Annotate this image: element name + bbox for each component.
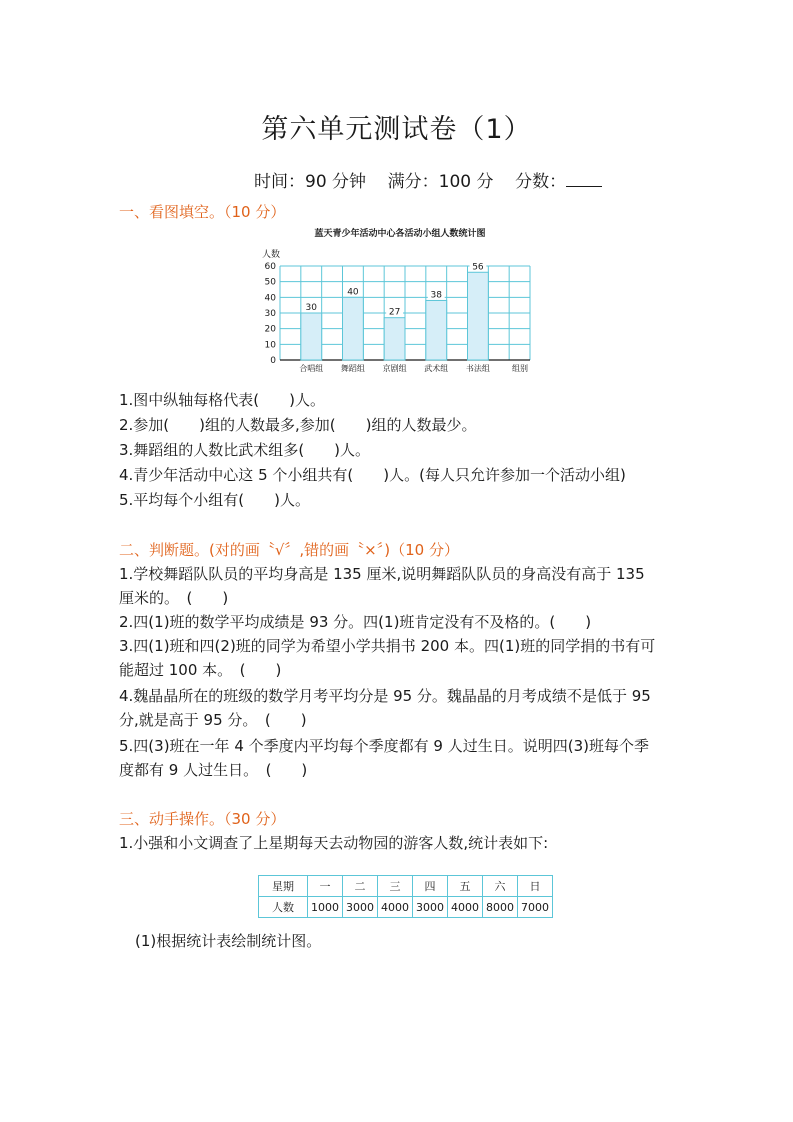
s2-line-9: 度都有 9 人过生日。 ( ) [119, 761, 308, 779]
exam-info [254, 167, 602, 192]
bar [468, 272, 489, 360]
table-cell: 五 [448, 876, 483, 897]
y-tick-label: 10 [264, 340, 276, 351]
y-tick-label: 60 [264, 262, 276, 272]
y-tick-label: 50 [264, 277, 276, 288]
x-axis-label: 组别 [512, 364, 528, 373]
s2-line-1: 1.学校舞蹈队队员的平均身高是 135 厘米,说明舞蹈队队员的身高没有高于 135 [119, 565, 645, 583]
visitor-table [258, 875, 553, 918]
data-label: 30 [305, 303, 317, 313]
y-tick-label: 0 [270, 356, 276, 366]
chart-title: 蓝天青少年活动中心各活动小组人数统计图 [314, 229, 486, 239]
bar [343, 297, 364, 360]
s2-line-8: 5.四(3)班在一年 4 个季度内平均每个季度都有 9 人过生日。说明四(3)班每个季 [119, 737, 649, 755]
data-label: 38 [430, 290, 442, 301]
x-tick-label: 武术组 [424, 364, 449, 373]
x-tick-label: 书法组 [465, 364, 490, 373]
data-label: 56 [472, 262, 484, 273]
s3-sub-1: (1)根据统计表绘制统计图。 [135, 932, 322, 950]
s1-question-1: 1.图中纵轴每格代表( )人。 [119, 391, 326, 409]
full-score-label: 满分：100 分 [387, 172, 494, 192]
bar-chart [250, 226, 550, 376]
bar [301, 313, 322, 360]
s2-line-6: 4.魏晶晶所在的班级的数学月考平均分是 95 分。魏晶晶的月考成绩不是低于 95 [119, 687, 651, 705]
table-cell: 4000 [448, 897, 483, 918]
table-cell: 六 [483, 876, 518, 897]
s1-question-3: 3.舞蹈组的人数比武术组多( )人。 [119, 441, 371, 459]
table-cell: 一 [308, 876, 343, 897]
y-tick-label: 20 [264, 324, 276, 335]
table-cell: 7000 [518, 897, 553, 918]
score-blank[interactable] [566, 172, 602, 187]
table-header-cell: 星期 [259, 876, 308, 897]
table-cell: 8000 [483, 897, 518, 918]
s2-line-2: 厘米的。 ( ) [119, 589, 229, 607]
y-tick-label: 40 [264, 293, 276, 304]
table-cell: 三 [378, 876, 413, 897]
bar [384, 318, 405, 360]
x-tick-label: 京剧组 [382, 364, 407, 373]
table-cell: 4000 [378, 897, 413, 918]
table-cell: 1000 [308, 897, 343, 918]
x-tick-label: 舞蹈组 [340, 364, 365, 373]
time-label: 时间：90 分钟 [254, 172, 367, 192]
y-axis-label: 人数 [262, 250, 281, 260]
section3-heading: 三、动手操作。（30 分） [119, 810, 286, 828]
table-cell: 四 [413, 876, 448, 897]
s2-line-5: 能超过 100 本。 ( ) [119, 661, 282, 679]
visitor-table-wrap [258, 875, 553, 918]
bar [426, 300, 447, 360]
score-label: 分数： [515, 172, 567, 192]
s1-question-4: 4.青少年活动中心这 5 个小组共有( )人。(每人只允许参加一个活动小组) [119, 466, 626, 484]
bar-chart-svg [250, 226, 550, 376]
s2-line-7: 分,就是高于 95 分。 ( ) [119, 711, 307, 729]
data-label: 40 [347, 287, 359, 298]
s3-intro: 1.小强和小文调查了上星期每天去动物园的游客人数,统计表如下: [119, 834, 549, 852]
x-tick-label: 合唱组 [299, 364, 324, 373]
y-tick-label: 30 [264, 309, 276, 319]
table-row [259, 897, 553, 918]
section1-heading: 一、看图填空。（10 分） [119, 203, 286, 221]
table-row [259, 876, 553, 897]
s1-question-2: 2.参加( )组的人数最多,参加( )组的人数最少。 [119, 416, 477, 434]
s1-question-5: 5.平均每个小组有( )人。 [119, 491, 311, 509]
s2-line-4: 3.四(1)班和四(2)班的同学为希望小学共捐书 200 本。四(1)班的同学捐的书有可 [119, 637, 656, 655]
s2-line-3: 2.四(1)班的数学平均成绩是 93 分。四(1)班肯定没有不及格的。( ) [119, 613, 592, 631]
table-cell: 二 [343, 876, 378, 897]
table-cell: 3000 [343, 897, 378, 918]
table-cell: 日 [518, 876, 553, 897]
table-header-cell: 人数 [259, 897, 308, 918]
section2-heading: 二、判断题。(对的画〝√〞,错的画〝×〞)（10 分） [119, 541, 459, 559]
data-label: 27 [388, 307, 401, 318]
table-cell: 3000 [413, 897, 448, 918]
page-title: 第六单元测试卷（1） [261, 114, 532, 145]
